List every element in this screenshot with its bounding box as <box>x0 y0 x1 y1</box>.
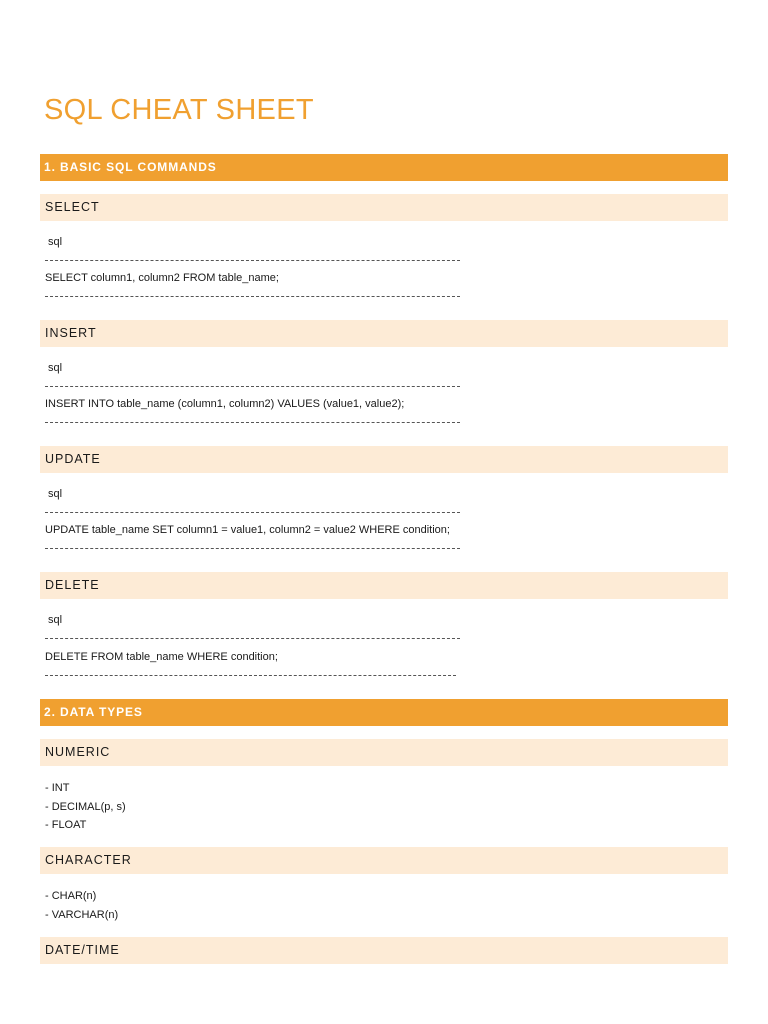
list-item: - INT <box>45 782 70 794</box>
subheading-insert: INSERT <box>40 320 728 347</box>
code-divider <box>45 638 460 639</box>
subheading-delete: DELETE <box>40 572 728 599</box>
code-language-label: sql <box>48 614 63 626</box>
list-item: - DECIMAL(p, s) <box>45 800 126 813</box>
subheading-date-time: DATE/TIME <box>40 937 728 964</box>
code-line-insert: INSERT INTO table_name (column1, column2) VALUES (value1, value2); <box>45 398 405 410</box>
list-item: - VARCHAR(n) <box>45 908 119 921</box>
code-line-select: SELECT column1, column2 FROM table_name; <box>45 272 279 284</box>
code-line-update: UPDATE table_name SET column1 = value1, column2 = value2 WHERE condition; <box>45 524 450 536</box>
code-language-label: sql <box>48 236 63 248</box>
subheading-update: UPDATE <box>40 446 728 473</box>
code-divider <box>45 512 460 513</box>
page-title: SQL CHEAT SHEET <box>44 94 314 126</box>
code-language-label: sql <box>48 488 63 500</box>
section-heading-data-types: 2. DATA TYPES <box>40 699 728 726</box>
code-divider <box>45 296 460 297</box>
subheading-select: SELECT <box>40 194 728 221</box>
list-item: - CHAR(n) <box>45 890 97 902</box>
subheading-numeric: NUMERIC <box>40 739 728 766</box>
code-language-label: sql <box>48 362 63 374</box>
code-line-delete: DELETE FROM table_name WHERE condition; <box>45 651 278 663</box>
section-heading-basic-sql-commands: 1. BASIC SQL COMMANDS <box>40 154 728 181</box>
code-divider <box>45 386 460 387</box>
code-divider <box>45 422 460 423</box>
list-item: - FLOAT <box>45 819 87 831</box>
code-divider <box>45 260 460 261</box>
code-divider <box>45 548 460 549</box>
code-divider <box>45 675 456 676</box>
subheading-character: CHARACTER <box>40 847 728 874</box>
character-type-list <box>45 887 118 924</box>
numeric-type-list <box>45 779 126 835</box>
